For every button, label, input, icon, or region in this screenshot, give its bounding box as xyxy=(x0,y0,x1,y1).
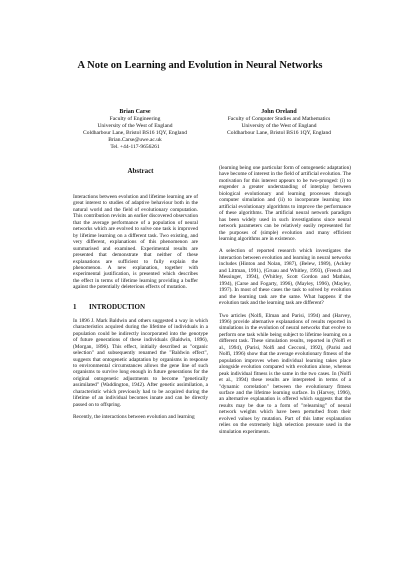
section-title: INTRODUCTION xyxy=(89,302,146,311)
author-name: John Oreland xyxy=(261,109,297,115)
author-university: University of the West of England xyxy=(241,123,317,129)
paper-title: A Note on Learning and Evolution in Neural Networks xyxy=(77,60,323,71)
intro-paragraph-2: Recently, the interactions between evolution and learning xyxy=(73,414,195,421)
section-heading-introduction xyxy=(73,303,208,312)
left-column xyxy=(73,167,208,427)
body-paragraph: Two articles (Nolfi, Elman and Parisi, 1994) and (Harvey, 1996) provide alternative explanations of results reported in simulations in the evolution of neural networks that evolve to perform one task while being subject to lifetime learning on a different task. These simulation results, reported in (Nolfi et al., 1994), (Parisi, Nolfi and Cecconi, 1992), (Parisi and Nolfi, 1996) show that the average evolutionary fitness of the population improves when individual learning takes place alongside evolution compared with evolution alone, whereas peak individual fitness is the same in the two cases. In (Nolfi et al., 1994) these results are interpreted in terms of a "dynamic correlation" between the evolutionary fitness surface and the lifetime learning surface. In (Harvey, 1996), an alternative explanation is offered which suggests that the results may be due to a form of "relearning" of neural network weights which have been perturbed from their evolved values by mutation. Part of this latter explanation relies on the extremely high selection pressure used in the simulation experiments. xyxy=(219,312,351,435)
abstract-text: Interactions between evolution and lifetime learning are of great interest to studies of adaptive behaviour both in the natural world and the field of evolutionary computation. This contribution revisits an earlier discovered observation that the average performance of a population of neural networks which are evolved to solve one task is improved by lifetime learning on a different task. Two existing, and very different, explanations of this phenomenon are summarised and examined. Experimental results are presented that demonstrate that neither of these explanations are sufficient to fully explain the phenomenon. A new explanation, together with experimental justification, is presented which describes the effect in terms of lifetime learning providing a buffer against the potentially deleterious effects of mutation. xyxy=(73,194,198,291)
author-email: Brian.Carse@uwe.ac.uk xyxy=(108,137,162,143)
body-paragraph: A selection of reported research which investigates the interaction between evolution and learning in neural networks includes (Hinton and Nolan, 1987), (Belew, 1989), (Ackley and Littman, 1991), (Gruau and Whitley, 1993), (French and Messinger, 1994), (Whitley, Scott Gordon and Mathias, 1994), (Carse and Fogarty, 1996), (Mayley, 1996), (Mayley, 1997). In most of these cases the task to solved by evolution and the learning task are the same. What happens if the evolution task and the learning task are different? xyxy=(219,248,351,307)
abstract-heading: Abstract xyxy=(127,167,154,175)
author-affiliation: Faculty of Engineering xyxy=(109,116,161,122)
body-paragraph: (learning being one particular form of ontogenetic adaptation) have become of interest in the field of artificial evolution. The motivation for this interest appears to be two-pronged: (i) to engender a greater understanding of interplay between biological evolutionary and learning processes through computer simulation and (ii) to incorporate learning into artificial evolutionary algorithms to improve the performance of these algorithms. The artificial neural network paradigm has been widely used in such investigations since neural network parameters can be relatively easily represented for the purposes of (simple) evolution and many efficient learning algorithms are in existence. xyxy=(219,165,351,242)
author-name: Brian Carse xyxy=(119,109,151,115)
right-column xyxy=(219,165,351,441)
author-address: Coldharbour Lane, Bristol BS16 1QY, England xyxy=(83,130,187,136)
author-address: Coldharbour Lane, Bristol BS16 1QY, England xyxy=(227,130,331,136)
author-phone: Tel. +44-117-9656261 xyxy=(110,144,160,150)
section-number: 1 xyxy=(73,302,77,311)
author-block-oreland xyxy=(194,108,364,137)
author-university: University of the West of England xyxy=(97,123,173,129)
author-affiliation: Faculty of Computer Studies and Mathematics xyxy=(227,116,331,122)
intro-paragraph-1: In 1896 J. Mark Baldwin and others suggested a way in which characteristics acquired during the lifetime of individuals in a population could be indirectly incorporated into the genotype of future generations of these individuals (Baldwin, 1896), (Morgan, 1896). This effect, initially described as "organic selection" and subsequently renamed the "Baldwin effect", suggests that ontogenetic adaptation by organisms in response to environmental circumstances allows the gene line of such organisms to survive long enough in future generations for the original ontogenetic adjustments to become "genetically assimilated" (Waddington, 1942). After genetic assimilation, a characteristic which previously had to be acquired during the lifetime of an individual becomes innate and can be directly passed on to offspring. xyxy=(73,317,208,408)
